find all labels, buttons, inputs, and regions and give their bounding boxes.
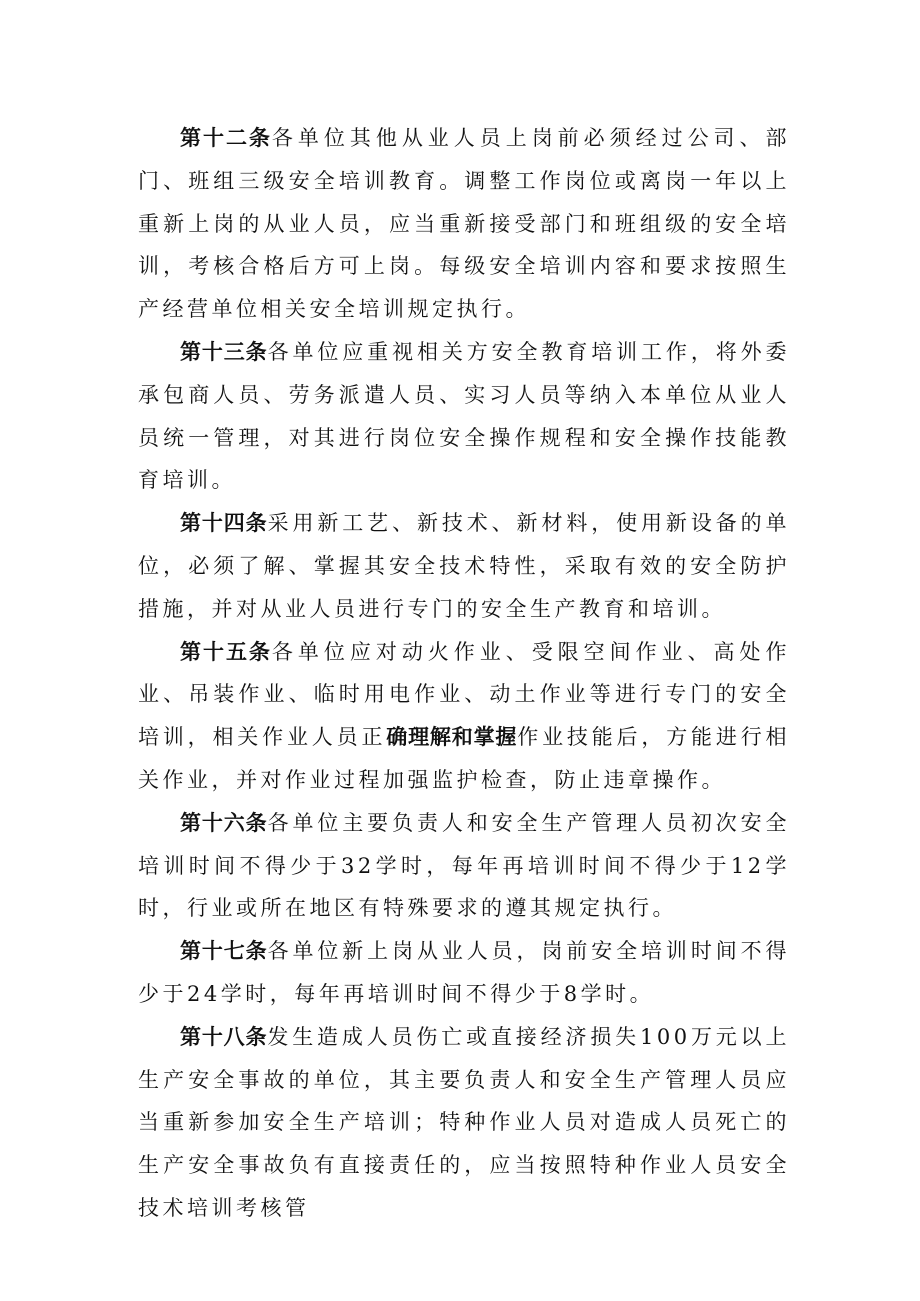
article-text: 各单位新上岗从业人员，岗前安全培训时间不得少于24学时，每年再培训时间不得少于8学时。 [138, 939, 791, 1006]
article-emphasis: 确理解和掌握 [386, 724, 518, 750]
article-title: 第十六条 [180, 809, 268, 835]
article-title: 第十四条 [180, 510, 268, 536]
article-text: 各单位应重视相关方安全教育培训工作，将外委承包商人员、劳务派遣人员、实习人员等纳入本单位从业人员统一管理，对其进行岗位安全操作规程和安全操作技能教育培训。 [138, 339, 791, 493]
article-title: 第十三条 [180, 338, 268, 364]
article-14 [138, 502, 790, 630]
article-title: 第十五条 [180, 638, 272, 664]
article-text: 各单位主要负责人和安全生产管理人员初次安全培训时间不得少于32学时，每年再培训时间不得少于12学时，行业或所在地区有特殊要求的遵其规定执行。 [138, 810, 791, 921]
article-text: 各单位应对动火作业、受限空间作业、高处作业、吊装作业、临时用电作业、动土作业等进行专门的安全培训，相关作业人员正 [138, 639, 791, 750]
article-12 [138, 117, 790, 331]
article-text: 作业技能后，方能进行相关作业，并对作业过程加强监护检查，防止违章操作。 [138, 725, 791, 792]
article-16 [138, 802, 790, 930]
article-title: 第十二条 [180, 125, 272, 150]
article-text: 各单位其他从业人员上岗前必须经过公司、部门、班组三级安全培训教育。调整工作岗位或离岗一年以上重新上岗的从业人员，应当重新接受部门和班组级的安全培训，考核合格后方可上岗。每级安全培训内容和要求按照生产经营单位相关安全培训规定执行。 [138, 126, 791, 322]
article-13 [138, 331, 790, 502]
document-body [138, 117, 790, 1230]
article-text: 发生造成人员伤亡或直接经济损失100万元以上生产安全事故的单位，其主要负责人和安全生产管理人员应当重新参加安全生产培训；特种作业人员对造成人员死亡的生产安全事故负有直接责任的，应当按照特种作业人员安全技术培训考核管 [138, 1024, 790, 1220]
article-title: 第十八条 [180, 1023, 268, 1049]
article-title: 第十七条 [180, 938, 268, 964]
article-18 [138, 1016, 790, 1230]
article-15 [138, 631, 790, 802]
article-text: 采用新工艺、新技术、新材料，使用新设备的单位，必须了解、掌握其安全技术特性，采取有效的安全防护措施，并对从业人员进行专门的安全生产教育和培训。 [138, 511, 791, 621]
article-17 [138, 930, 790, 1016]
